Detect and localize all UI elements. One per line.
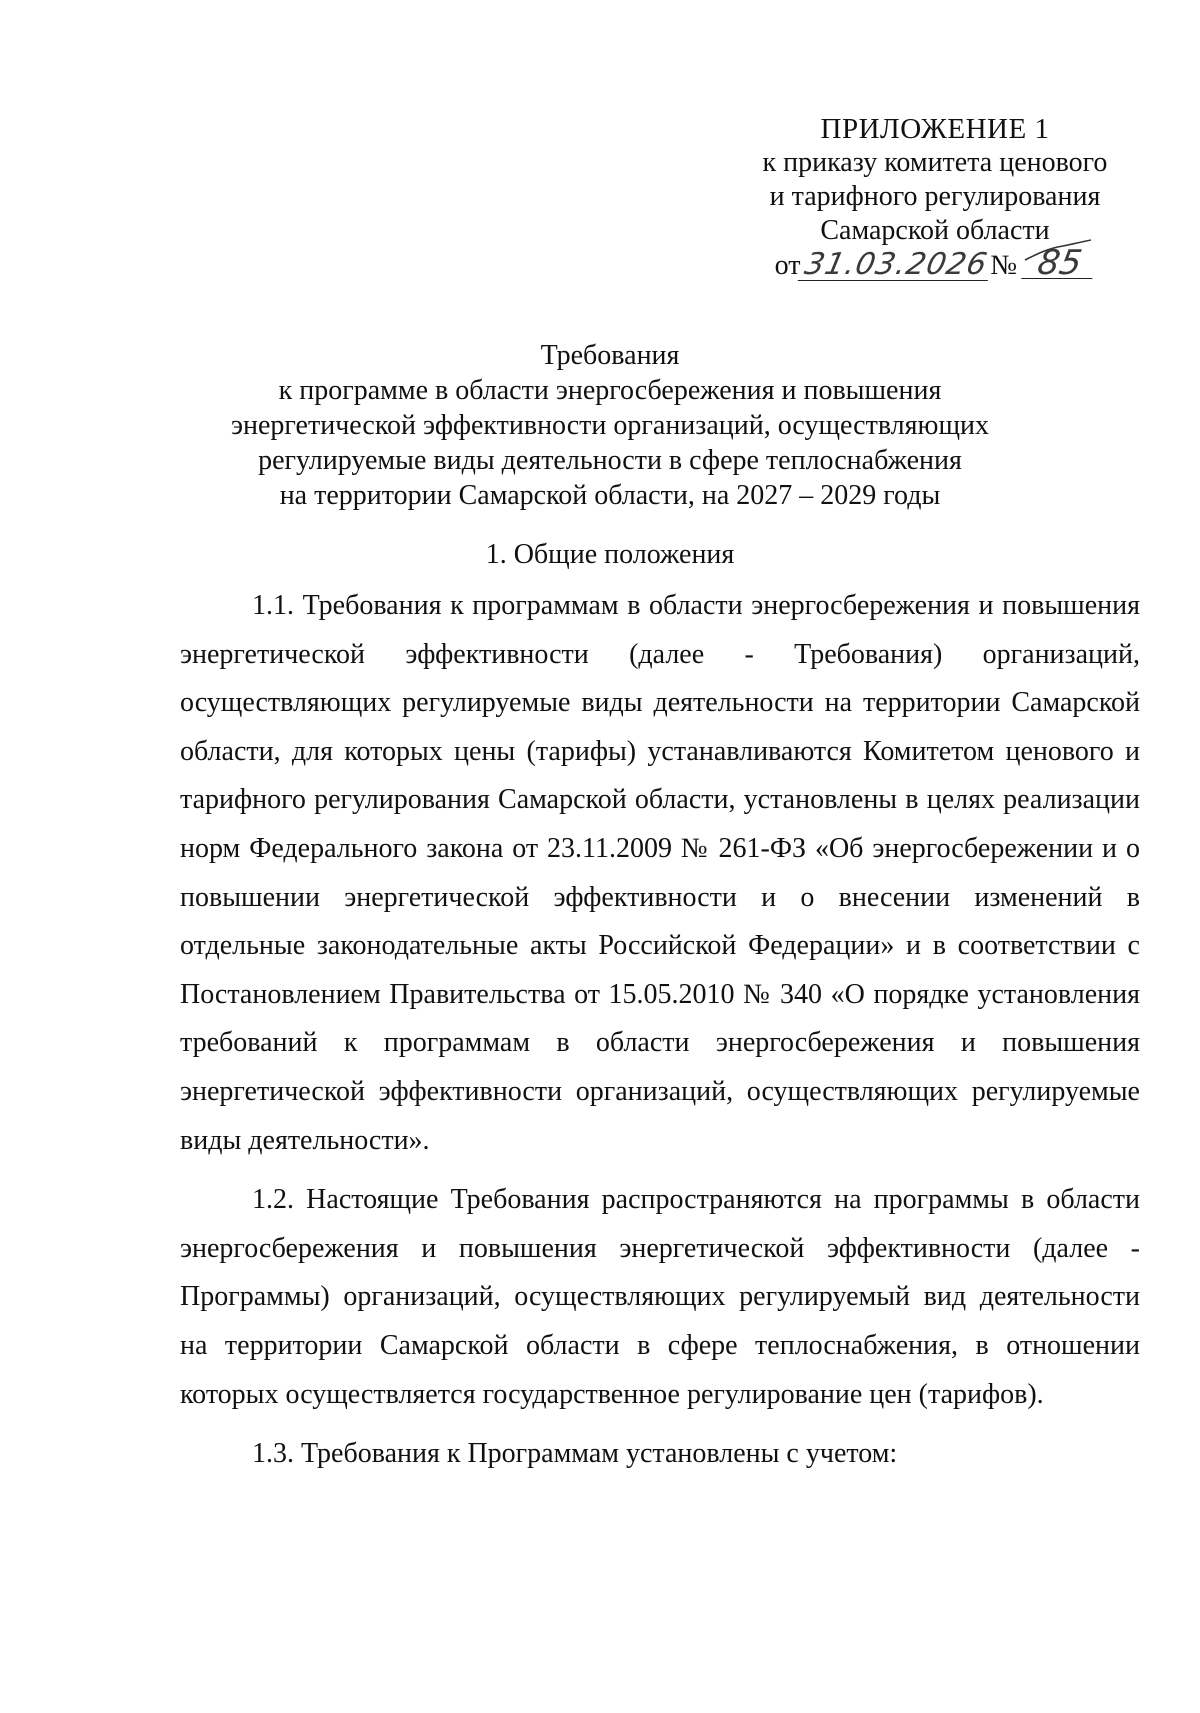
appendix-line-1: к приказу комитета ценового bbox=[762, 147, 1108, 178]
document-title bbox=[180, 338, 1040, 513]
appendix-title: ПРИЛОЖЕНИЕ 1 bbox=[820, 113, 1050, 145]
section-heading: 1. Общие положения bbox=[485, 539, 735, 570]
title-line-1: Требования bbox=[540, 340, 680, 371]
title-line-4: регулируемые виды деятельности в сфере теплоснабжения bbox=[258, 445, 962, 476]
appendix-block bbox=[740, 112, 1130, 283]
handwritten-number: 85 bbox=[1021, 248, 1098, 279]
paragraph-1-2: 1.2. Настоящие Требования распространяются на программы в области энергосбережения и повышения энергетической эффективности (далее - Программы) организаций, осуществляющих регулируемый вид деятельности на территории Самарской области в сфере теплоснабжения, в отношении которых осуществляется государственное регулирование цен (тарифов). bbox=[180, 1184, 1140, 1410]
number-sign: № bbox=[990, 250, 1018, 281]
appendix-line-3: Самарской области bbox=[820, 215, 1050, 246]
handwritten-date: 31.03.2026 bbox=[797, 250, 993, 281]
appendix-line-2: и тарифного регулирования bbox=[769, 181, 1101, 212]
order-from-prefix: от bbox=[774, 250, 801, 281]
title-line-5: на территории Самарской области, на 2027 – 2029 годы bbox=[279, 480, 941, 511]
title-line-2: к программе в области энергосбережения и повышения bbox=[278, 375, 942, 406]
paragraph-1-1: 1.1. Требования к программам в области энергосбережения и повышения энергетической эффективности (далее - Требования) организаций, осуществляющих регулируемые виды деятельности на территории Самарской области, для которых цены (тарифы) устанавливаются Комитетом ценового и тарифного регулирования Самарской области, установлены в целях реализации норм Федерального закона от 23.11.2009 № 261-ФЗ «Об энергосбережении и о повышении энергетической эффективности и о внесении изменений в отдельные законодательные акты Российской Федерации» и в соответствии с Постановлением Правительства от 15.05.2010 № 340 «О порядке установления требований к программам в области энергосбережения и повышения энергетической эффективности организаций, осуществляющих регулируемые виды деятельности». bbox=[180, 590, 1140, 1156]
order-date-number-line bbox=[774, 243, 1096, 283]
paragraph-1-3: 1.3. Требования к Программам установлены с учетом: bbox=[252, 1438, 898, 1470]
document-body bbox=[180, 582, 1140, 1479]
title-line-3: энергетической эффективности организаций, осуществляющих bbox=[231, 410, 989, 441]
